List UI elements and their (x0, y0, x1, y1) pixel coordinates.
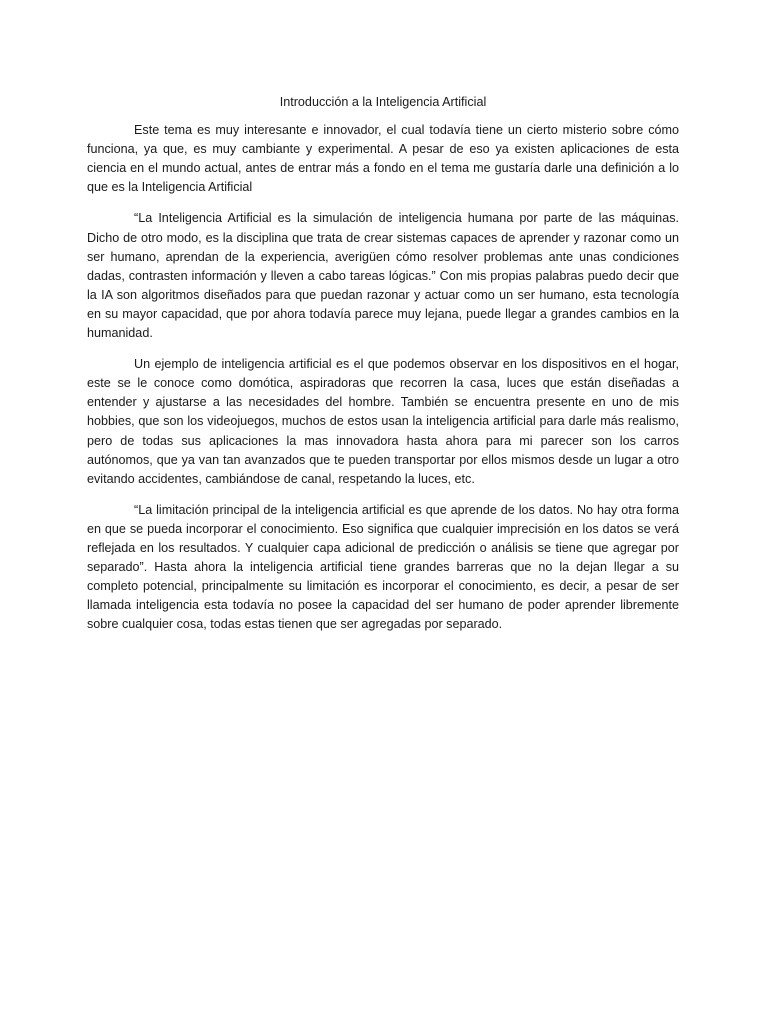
paragraph-intro: Este tema es muy interesante e innovador, el cual todavía tiene un cierto misterio sobre cómo funciona, ya que, es muy cambiante y experimental. A pesar de eso ya existen aplicaciones de esta ciencia en el mundo actual, antes de entrar más a fondo en el tema me gustaría darle una definición a lo que es la Inteligencia Artificial (87, 123, 679, 195)
paragraph-limitations: “La limitación principal de la inteligencia artificial es que aprende de los datos. No hay otra forma en que se pueda incorporar el conocimiento. Eso significa que cualquier imprecisión en los datos se verá reflejada en los resultados. Y cualquier capa adicional de predicción o análisis se tiene que agregar por separado”. Hasta ahora la inteligencia artificial tiene grandes barreras que no la dejan llegar a su completo potencial, principalmente su limitación es incorporar el conocimiento, es decir, a pesar de ser llamada inteligencia esta todavía no posee la capacidad del ser humano de poder aprender libremente sobre cualquier cosa, todas estas tienen que ser agregadas por separado. (87, 502, 679, 632)
document-body (87, 93, 679, 646)
paragraph-examples: Un ejemplo de inteligencia artificial es el que podemos observar en los dispositivos en el hogar, este se le conoce como domótica, aspiradoras que recorren la casa, luces que están diseñadas a entender y ajustarse a las necesidades del hombre. También se encuentra presente en uno de mis hobbies, que son los videojuegos, muchos de estos usan la inteligencia artificial para darle más realismo, pero de todas sus aplicaciones la mas innovadora hasta ahora para mi parecer son los carros autónomos, que ya van tan avanzados que te pueden transportar por ellos mismos desde un lugar a otro evitando accidentes, cambiándose de canal, respetando la luces, etc. (87, 357, 679, 486)
paragraph-definition: “La Inteligencia Artificial es la simulación de inteligencia humana por parte de las máquinas. Dicho de otro modo, es la disciplina que trata de crear sistemas capaces de aprender y razonar como un ser humano, aprendan de la experiencia, averigüen cómo resolver problemas ante unas condiciones dadas, contrasten información y lleven a cabo tareas lógicas.” Con mis propias palabras puedo decir que la IA son algoritmos diseñados para que puedan razonar y actuar como un ser humano, esta tecnología en su mayor capacidad, que por ahora todavía parece muy lejana, puede llegar a grandes cambios en la humanidad. (87, 211, 679, 341)
document-title: Introducción a la Inteligencia Artificial (279, 95, 487, 109)
